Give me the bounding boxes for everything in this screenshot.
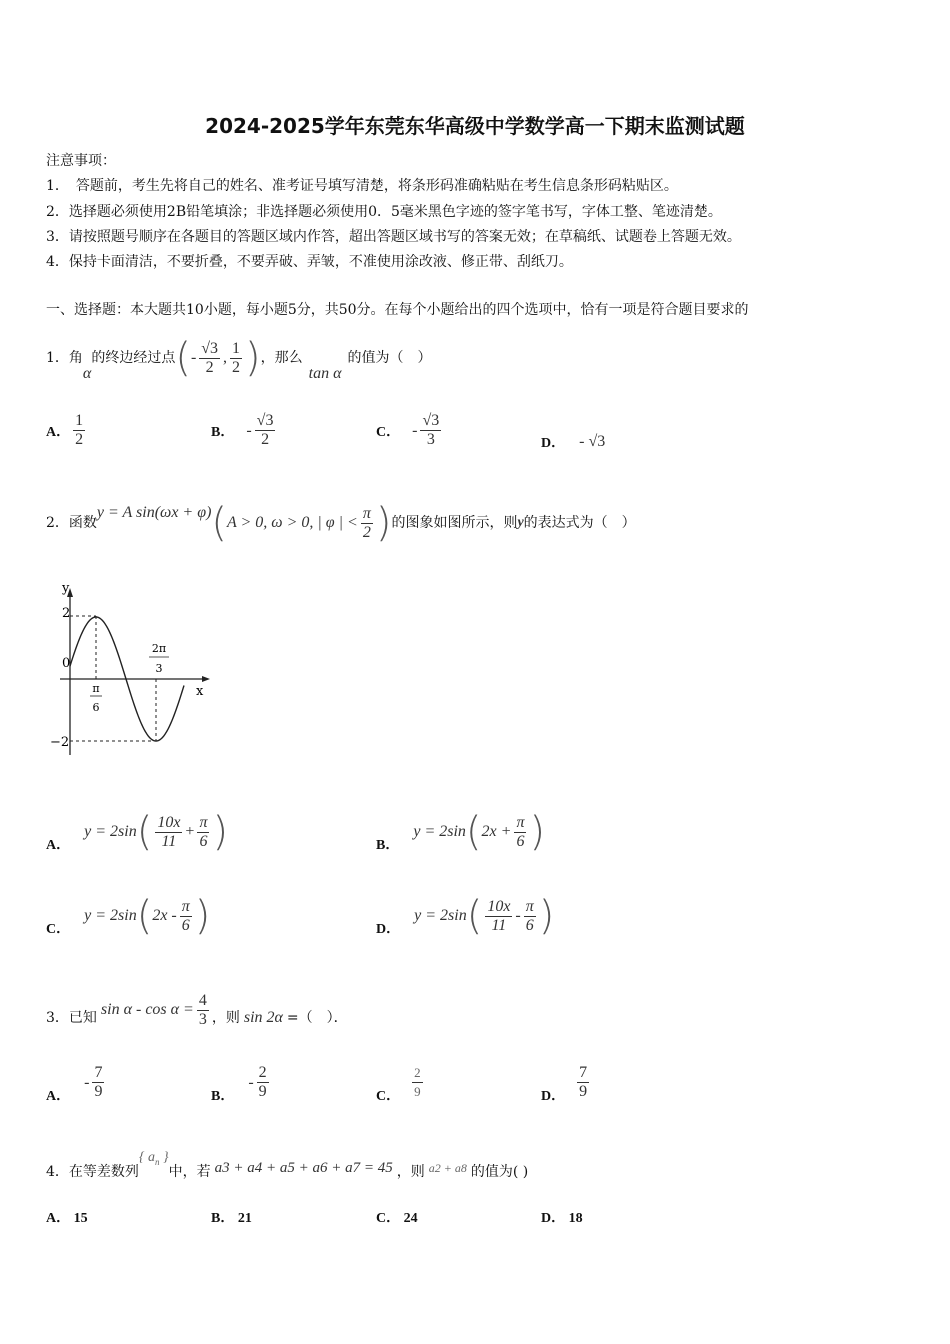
option-function: y = 2sin (84, 907, 137, 924)
sequence-symbol: { $a_n$ } (138, 1150, 169, 1167)
pi-over-6-num: π (92, 682, 100, 695)
denominator: 2 (362, 523, 371, 541)
option-fraction (255, 412, 276, 449)
denominator: 11 (491, 916, 507, 934)
option-value: 18 (568, 1211, 583, 1226)
q4-option-d[interactable] (541, 1207, 583, 1227)
question-3 (46, 982, 348, 1038)
option-inner: 2x + (481, 823, 512, 840)
numerator: π (199, 813, 208, 831)
option-label: B． (211, 424, 235, 440)
denominator: 11 (161, 832, 177, 850)
question-number: 4． (46, 1164, 69, 1180)
option-label: A． (46, 838, 71, 853)
option-sign: - (246, 421, 252, 439)
two-pi-over-3-num: 2π (151, 642, 167, 655)
q3-option-b[interactable] (211, 1064, 272, 1104)
option-fraction (412, 1064, 423, 1101)
denominator: 9 (414, 1084, 421, 1099)
q2-option-a[interactable]: A． y = 2sin ( $\frac{10x}{11}$ + $\frac{\pi}{6}$ ) (46, 809, 229, 855)
option-fraction (180, 898, 192, 935)
option-sign: - (248, 1073, 254, 1091)
notes-header: 注意事项： (46, 153, 116, 169)
denominator: 2 (261, 431, 270, 448)
note-item-1: 1． 答题前，考生先将自己的姓名、准考证号填写清楚，将条形码准确粘贴在考生信息条形码粘贴区。 (46, 178, 678, 194)
operator: + (185, 823, 195, 840)
tan-alpha: tan α (308, 365, 342, 382)
numerator: π (516, 813, 525, 831)
option-function: y = 2sin (84, 823, 137, 840)
given-fraction (197, 992, 209, 1029)
denominator: 3 (426, 431, 435, 448)
question-text: 的表达式为（ ） (523, 515, 636, 531)
question-number: 2． (46, 515, 69, 531)
denominator: 2 (75, 431, 84, 448)
question-2 (46, 495, 636, 551)
denominator: 6 (516, 832, 525, 850)
option-value: 21 (237, 1211, 252, 1226)
option-label: C． (376, 424, 401, 440)
q4-option-a[interactable] (46, 1207, 88, 1227)
numerator: π (362, 504, 371, 522)
point-x-fraction (199, 340, 220, 377)
option-function: y = 2sin (414, 907, 467, 924)
q3-option-a[interactable] (46, 1064, 107, 1104)
option-fraction (257, 1064, 269, 1101)
question-text: 的值为（ ） (347, 350, 432, 366)
y-variable: y (517, 515, 524, 530)
question-4 (46, 1148, 528, 1188)
min-value-label: −2 (50, 735, 70, 750)
alpha-symbol: α (82, 365, 92, 382)
numerator: √3 (256, 412, 274, 429)
seq-subscript: n (155, 1156, 160, 1167)
numerator: √3 (201, 339, 219, 357)
y-axis-label: y (62, 581, 70, 596)
q1-option-b[interactable] (211, 412, 278, 449)
option-label: B． (211, 1088, 235, 1104)
question-text: ，那么 (260, 350, 303, 366)
numerator: 1 (232, 339, 241, 357)
option-fraction (524, 898, 536, 935)
denominator: 9 (579, 1083, 588, 1100)
q1-option-c[interactable] (376, 412, 444, 449)
q4-option-c[interactable] (376, 1207, 418, 1227)
q3-option-c[interactable] (376, 1064, 426, 1104)
numerator: 10x (487, 897, 511, 915)
denominator: 9 (94, 1083, 103, 1100)
option-fraction (155, 814, 182, 851)
right-paren: ) (245, 335, 261, 381)
option-fraction (92, 1064, 104, 1101)
section-header: 一、选择题：本大题共10小题，每小题5分，共50分。在每个小题给出的四个选项中，恰有一项是符合题目要求的 (46, 302, 749, 318)
option-fraction (197, 814, 209, 851)
x-axis-arrow (202, 676, 210, 682)
option-fraction (514, 814, 526, 851)
option-label: A． (46, 1088, 71, 1104)
left-paren: ( (211, 500, 227, 546)
option-value: - √3 (579, 433, 606, 450)
denominator: 2 (205, 358, 214, 376)
question-text: 的图象如图所示，则 (391, 515, 518, 531)
page-title: 2024-2025学年东莞东华高级中学数学高一下期末监测试题 (205, 114, 745, 138)
question-number: 3． (46, 1010, 69, 1026)
option-fraction (420, 412, 441, 449)
function-formula: y = A sin(ωx + φ) (96, 504, 212, 521)
denominator: 3 (198, 1010, 207, 1028)
denominator: 6 (525, 916, 534, 934)
sin-2-alpha: sin 2α (243, 1009, 283, 1026)
option-fraction (73, 412, 85, 449)
option-label: D． (541, 1088, 566, 1104)
option-label: D． (376, 922, 401, 937)
origin-label: 0 (62, 656, 71, 671)
question-1: 1． 角 α 的终边经过点 ( - $\frac{√3}{2}$ , $\frac{1}{2}$ ) ，那么 tan α 的值为（ ） (46, 335, 432, 382)
numerator: 7 (579, 1064, 588, 1081)
q1-option-d[interactable] (541, 432, 605, 452)
option-label: C． (376, 1088, 401, 1104)
note-item-3: 3．请按照题号顺序在各题目的答题区域内作答，超出答题区域书写的答案无效；在草稿纸、试题卷上答题无效。 (46, 229, 741, 245)
numerator: √3 (422, 412, 440, 429)
option-fraction (485, 898, 512, 935)
denominator: 2 (232, 358, 241, 376)
numerator: 1 (75, 412, 84, 429)
option-label: D． (541, 1211, 566, 1226)
condition-text: A > 0, ω > 0, | φ | < (227, 514, 358, 531)
question-text: 已知 (68, 1010, 97, 1026)
option-sign: - (84, 1073, 90, 1091)
denominator: 6 (181, 916, 190, 934)
numerator: π (525, 897, 534, 915)
note-item-2: 2．选择题必须使用2B铅笔填涂；非选择题必须使用0．5毫米黑色字迹的签字笔书写，字体工整、笔迹清楚。 (46, 204, 722, 220)
option-function: y = 2sin (413, 823, 466, 840)
option-value: 15 (73, 1211, 88, 1226)
point-y-fraction (230, 340, 242, 377)
option-label: A． (46, 424, 71, 440)
option-label: C． (376, 1211, 401, 1226)
option-label: B． (376, 838, 400, 853)
two-pi-over-3-den: 3 (155, 662, 163, 675)
seq-var: a (148, 1150, 156, 1166)
right-paren: ) (375, 500, 392, 546)
question-text: 在等差数列 (68, 1164, 139, 1180)
q4-option-b[interactable] (211, 1207, 252, 1227)
q3-option-d[interactable] (541, 1064, 592, 1104)
question-text: ，则 (396, 1164, 425, 1180)
given-formula: sin α - cos α = (100, 1001, 194, 1018)
numerator: 2 (412, 1064, 423, 1083)
question-text: 的值为( ) (470, 1164, 529, 1180)
x-axis-label: x (196, 684, 204, 699)
sum-equation: a3 + a4 + a5 + a6 + a7 = 45 (214, 1160, 393, 1176)
question-text: 函数 (68, 515, 97, 531)
question-text: 中，若 (168, 1164, 211, 1180)
q2-option-b[interactable]: B． y = 2sin ( 2x + $\frac{\pi}{6}$ ) (376, 809, 546, 855)
condition-fraction (361, 505, 373, 542)
operator: - (515, 907, 521, 924)
q1-option-a[interactable] (46, 412, 88, 449)
denominator: 6 (199, 832, 208, 850)
question-number: 1． (46, 350, 69, 366)
max-value-label: 2 (62, 606, 71, 621)
numerator: 7 (94, 1064, 103, 1081)
option-inner: 2x - (152, 907, 177, 924)
option-sign: - (412, 421, 418, 439)
option-fraction (577, 1064, 589, 1101)
numerator: π (181, 897, 190, 915)
question-text: ，则 (211, 1010, 240, 1026)
option-label: D． (541, 436, 566, 451)
option-label: B． (211, 1211, 235, 1226)
option-label: C． (46, 922, 71, 937)
pi-over-6-den: 6 (92, 701, 100, 714)
question-text: 的终边经过点 (91, 350, 176, 366)
numerator: 4 (198, 991, 207, 1009)
left-paren: ( (175, 335, 191, 381)
sine-graph (50, 575, 220, 765)
question-text: 角 (68, 350, 83, 366)
q2-option-d[interactable]: D． y = 2sin ( $\frac{10x}{11}$ - $\frac{\pi}{6}$ ) (376, 893, 555, 939)
q2-option-c[interactable]: C． y = 2sin ( 2x - $\frac{\pi}{6}$ ) (46, 893, 211, 939)
denominator: 9 (258, 1083, 267, 1100)
target-expression: a2 + a8 (428, 1161, 467, 1175)
option-label: A． (46, 1211, 71, 1226)
numerator: 10x (157, 813, 181, 831)
note-item-4: 4．保持卡面清洁，不要折叠，不要弄破、弄皱，不准使用涂改液、修正带、刮纸刀。 (46, 254, 573, 270)
numerator: 2 (258, 1064, 267, 1081)
option-value: 24 (403, 1211, 418, 1226)
question-text: =（ ）． (286, 1010, 348, 1026)
